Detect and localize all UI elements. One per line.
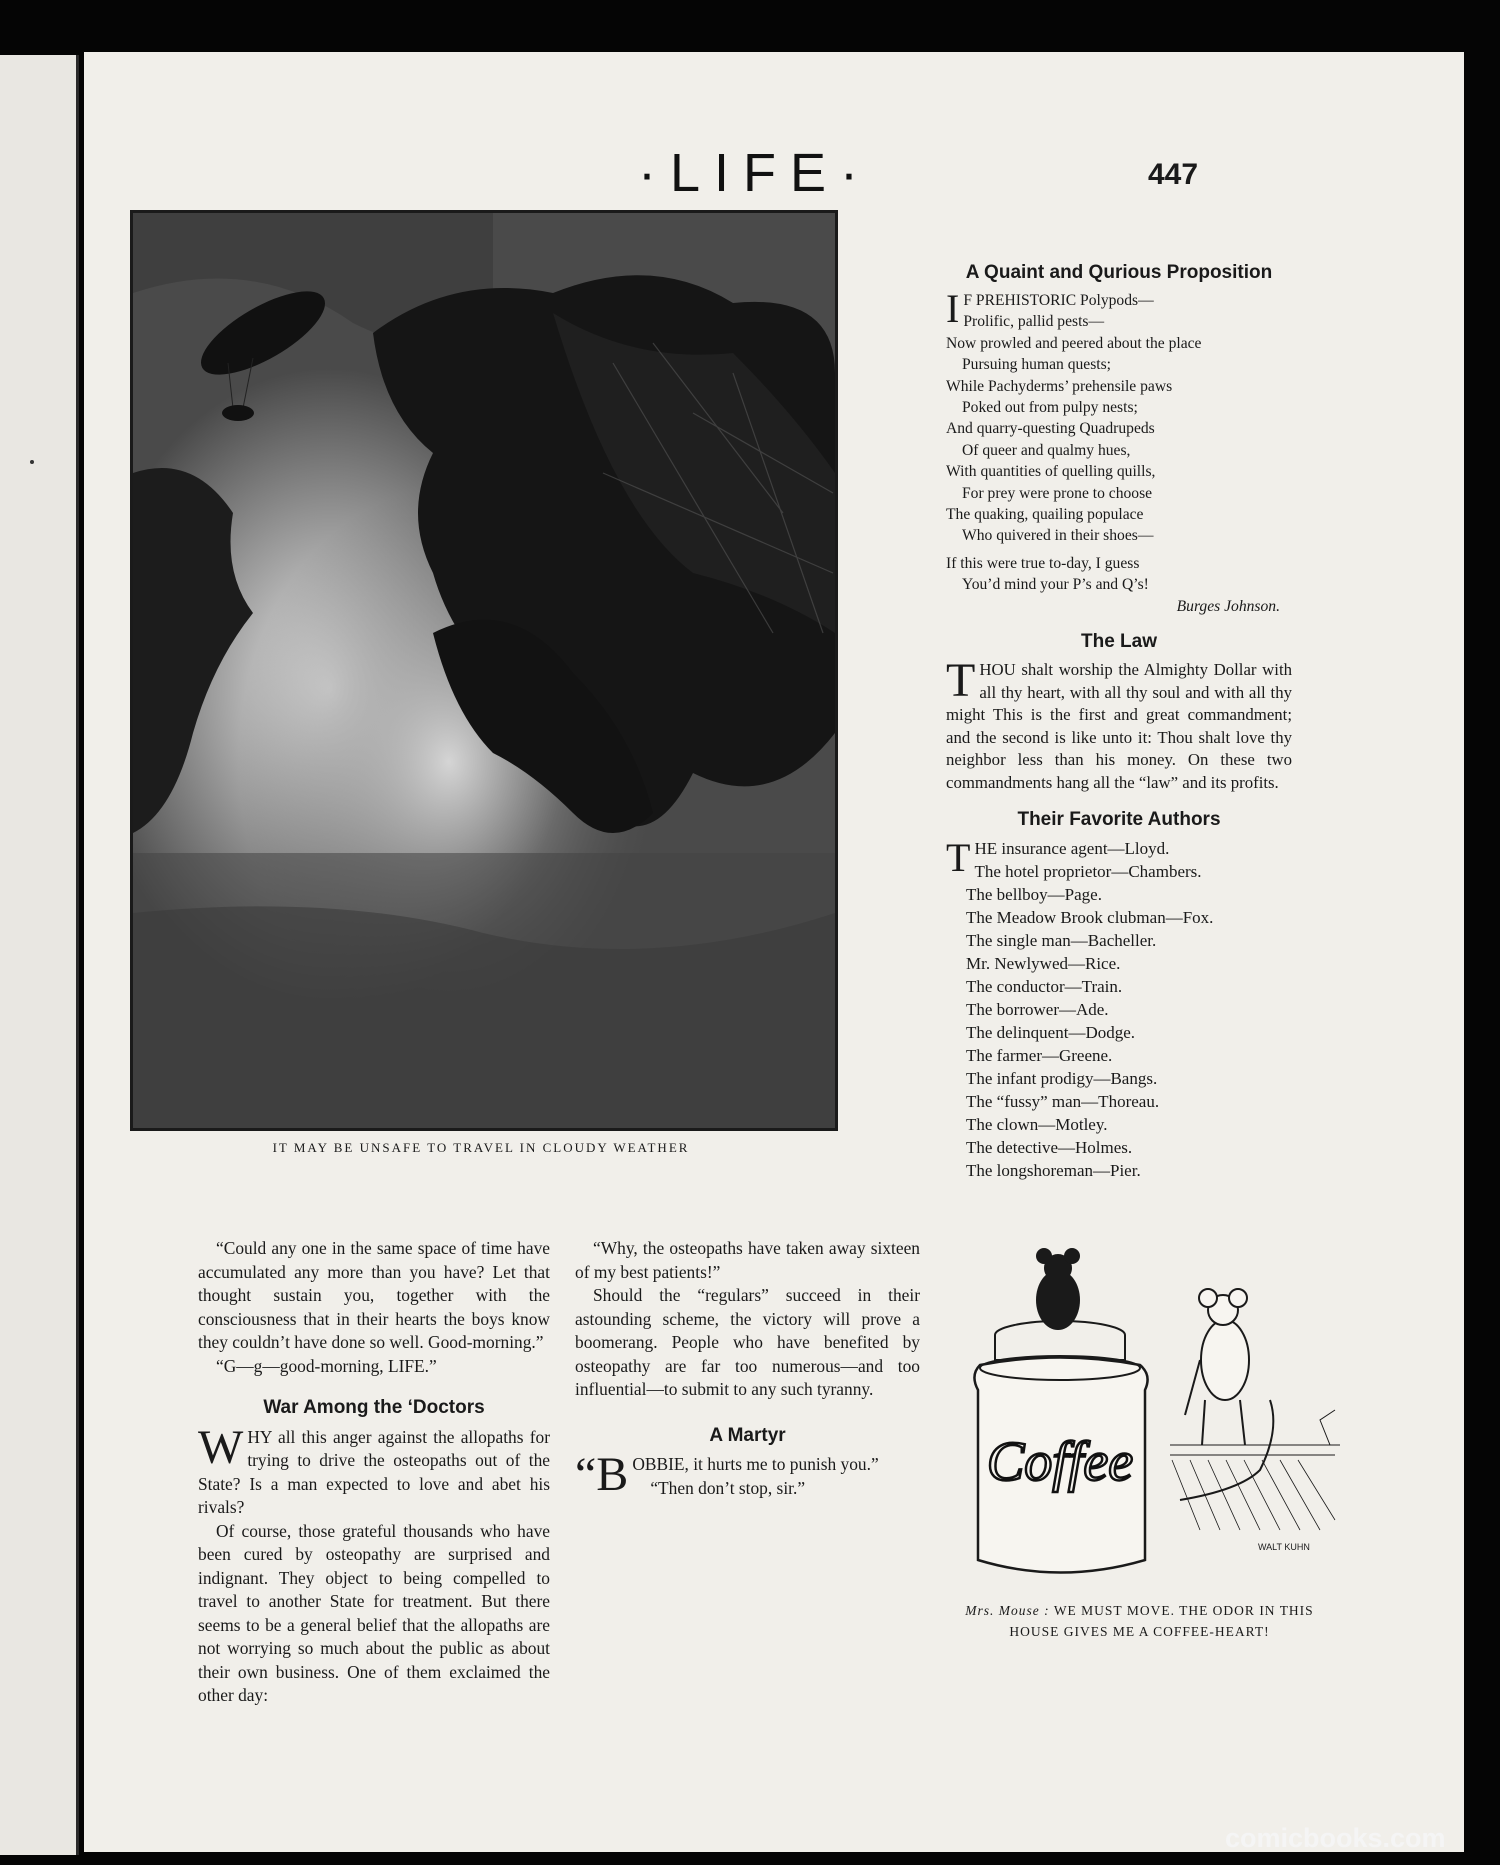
ink-dot <box>30 460 34 464</box>
list-item: The hotel proprietor—Chambers. <box>974 861 1202 881</box>
caption-speaker: Mrs. Mouse : <box>965 1603 1050 1618</box>
coffee-cartoon <box>940 1240 1340 1590</box>
authors-title: Their Favorite Authors <box>1017 808 1221 830</box>
poem-line: Who quivered in their shoes— <box>962 527 1154 545</box>
poem-line: With quantities of quelling quills, <box>946 463 1156 481</box>
war-title: War Among the ‘Doctors <box>263 1397 485 1418</box>
list-item: The longshoreman—Pier. <box>966 1160 1141 1180</box>
right-column <box>946 262 1292 1182</box>
war-paragraph <box>198 1420 550 1520</box>
war-dropcap: W <box>198 1420 244 1474</box>
left-page-edge <box>0 55 79 1855</box>
poem-signature: Burges Johnson. <box>1176 597 1280 615</box>
law-text: HOU shalt worship the Almighty Dollar with all thy heart, with all thy soul and with all thy might This is the first and great commandment; and the second is like unto it: Thou shalt love thy neighbor less than his money. On these two commandments hang all the “law” and its profits. <box>946 660 1292 793</box>
poem-line-text: F PREHISTORIC Polypods— <box>963 292 1154 309</box>
poem-line: Pursuing human quests; <box>962 356 1112 374</box>
middle-column <box>575 1237 920 1500</box>
airship-illustration <box>130 210 838 1131</box>
cartoon-caption <box>907 1600 1372 1642</box>
poem-line: Poked out from pulpy nests; <box>962 399 1138 417</box>
source-watermark: comicbooks.com <box>1225 1823 1446 1853</box>
poem-line: While Pachyderms’ prehensile paws <box>946 377 1173 395</box>
list-item: The clown—Motley. <box>966 1114 1108 1134</box>
illustration-caption: IT MAY BE UNSAFE TO TRAVEL IN CLOUDY WEATHER <box>272 1140 690 1155</box>
war-paragraph-two: Of course, those grateful thousands who have been cured by osteopathy are surprised and indignant. They object to being compelled to travel to another State for treatment. But there seems to be a general belief that the allopaths are not worrying so much about the public as about their own business. One of them exclaimed the other day: <box>198 1520 550 1705</box>
authors-list <box>946 834 1292 1182</box>
war-quote: “Why, the osteopaths have taken away sixteen of my best patients!” <box>575 1238 920 1282</box>
cloudy-sky-drawing <box>133 213 835 1128</box>
list-item: Mr. Newlywed—Rice. <box>966 953 1121 973</box>
list-item: The infant prodigy—Bangs. <box>966 1068 1158 1088</box>
list-item: The Meadow Brook clubman—Fox. <box>966 907 1214 927</box>
article-paragraph: “G—g—good-morning, LIFE.” <box>216 1355 437 1376</box>
article-paragraph: “Could any one in the same space of time have accumulated any more than you have? Let that thought sustain you, together with the consciousness that in their hearts the boys know they couldn’t have done so well. Good-morning.” <box>198 1238 550 1352</box>
caption-text: WE MUST MOVE. THE ODOR IN THIS <box>1053 1603 1314 1618</box>
list-item: The bellboy—Page. <box>966 884 1102 904</box>
tin-label: Coffee <box>986 1431 1134 1493</box>
left-column <box>198 1237 550 1708</box>
martyr-line1: OBBIE, it hurts me to punish you.” <box>632 1454 879 1474</box>
list-item: The conductor—Train. <box>966 976 1123 996</box>
martyr-title: A Martyr <box>709 1424 786 1446</box>
law-title: The Law <box>1080 631 1157 653</box>
caption-line-2: HOUSE GIVES ME A COFFEE-HEART! <box>1009 1624 1270 1639</box>
poem-line: You’d mind your P’s and Q’s! <box>962 576 1149 594</box>
caption-line-1 <box>907 1600 1372 1621</box>
poem-line: If this were true to-day, I guess <box>946 554 1140 572</box>
poem-line: The quaking, quailing populace <box>946 506 1144 524</box>
list-item: The farmer—Greene. <box>966 1045 1113 1065</box>
quaint-poem <box>946 286 1292 617</box>
poem-line: For prey were prone to choose <box>962 484 1153 502</box>
poem-line: Prolific, pallid pests— <box>963 313 1105 331</box>
quaint-dropcap: I <box>946 286 960 331</box>
martyr-line2: “Then don’t stop, sir.” <box>650 1477 806 1498</box>
poem-line: Now prowled and peered about the place <box>946 334 1202 352</box>
authors-dropcap: T <box>946 834 971 880</box>
artist-signature: WALT KUHN <box>1258 1542 1310 1552</box>
page-number: 447 <box>1148 158 1199 191</box>
law-paragraph <box>946 654 1292 795</box>
list-item: The borrower—Ade. <box>966 999 1109 1019</box>
list-item-text: HE insurance agent—Lloyd. <box>974 838 1170 858</box>
martyr-dropcap: “B <box>575 1448 629 1501</box>
list-item: The detective—Holmes. <box>966 1137 1133 1157</box>
quaint-title: A Quaint and Qurious Proposition <box>965 262 1273 283</box>
poem-line: Of queer and qualmy hues, <box>962 441 1131 459</box>
mice-coffee-drawing <box>940 1240 1340 1590</box>
list-item: The “fussy” man—Thoreau. <box>966 1091 1160 1111</box>
war-first-text: HY all this anger against the allopaths for trying to drive the osteopaths out of the State? Is a man expected to love and abet his rivals? <box>198 1426 550 1517</box>
poem-line: And quarry-questing Quadrupeds <box>946 420 1155 438</box>
law-dropcap: T <box>946 654 976 708</box>
list-item: The single man—Bacheller. <box>966 930 1157 950</box>
war-closing: Should the “regulars” succeed in their astounding scheme, the victory will prove a boomerang. People who have benefited by osteopathy are far too numerous—and too influential—to submit to any such tyranny. <box>575 1285 920 1399</box>
masthead: ·LIFE· <box>637 143 872 203</box>
list-item: The delinquent—Dodge. <box>966 1022 1136 1042</box>
